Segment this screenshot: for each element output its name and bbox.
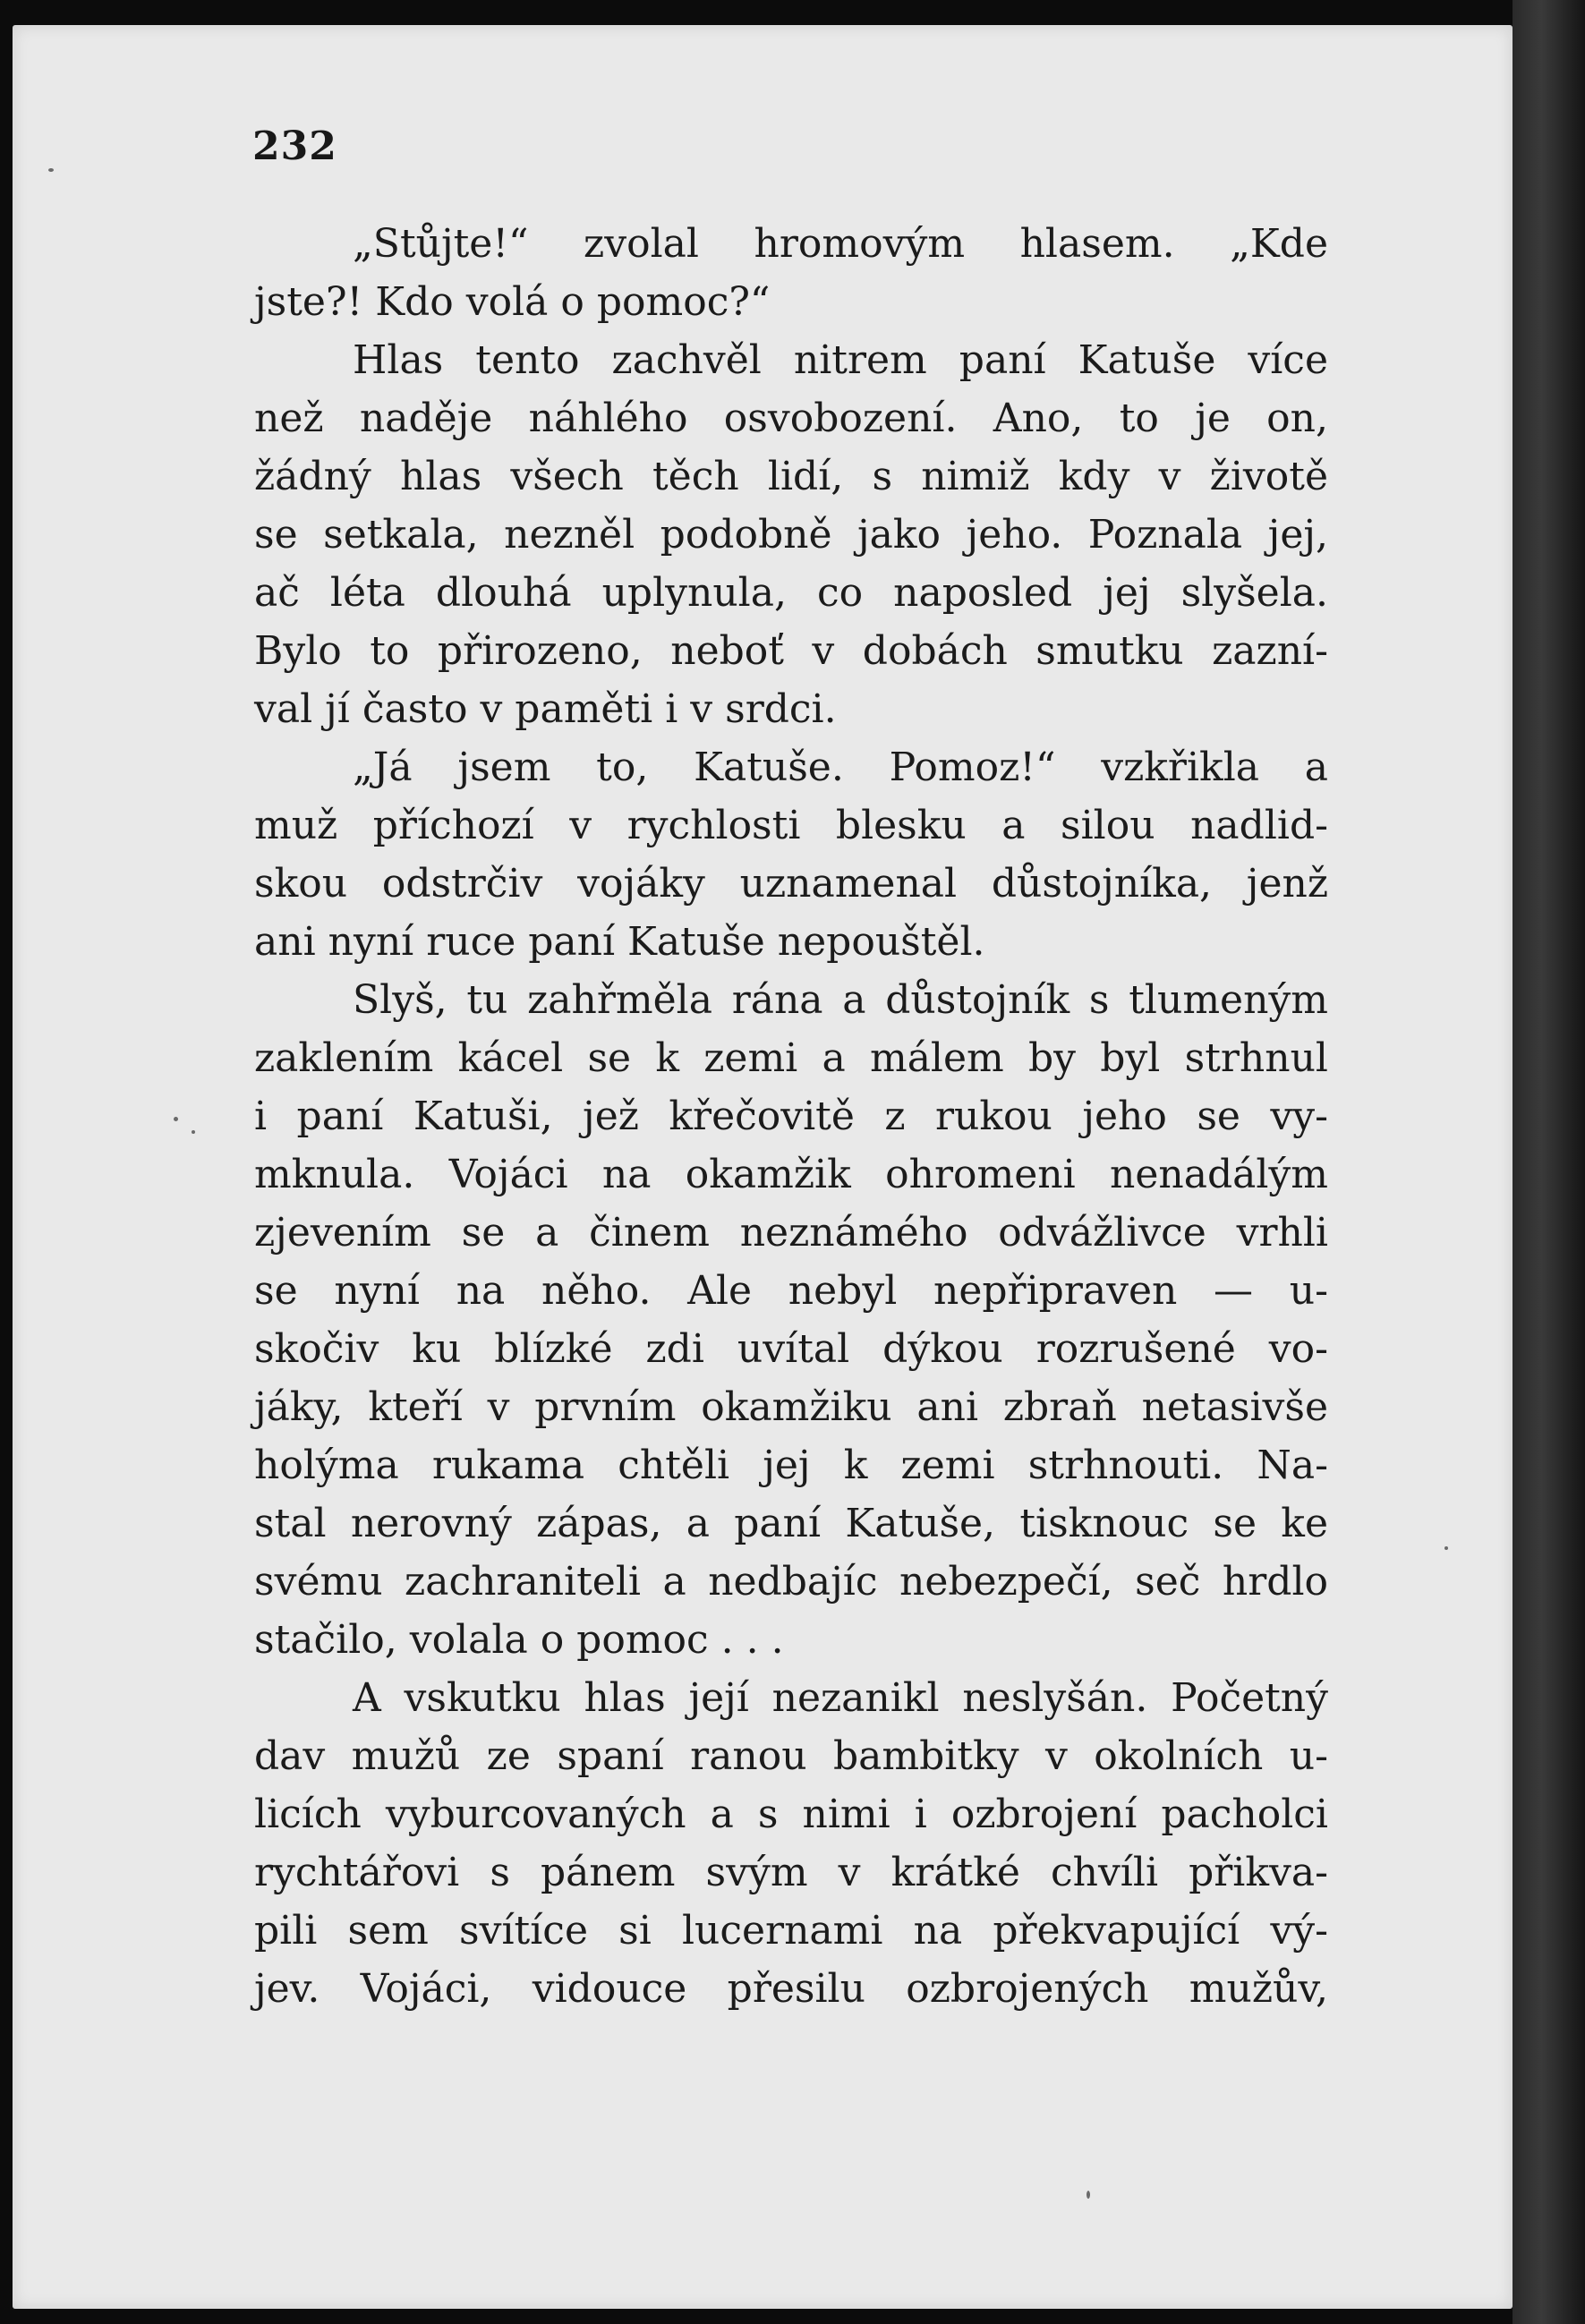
- text-line: než naděje náhlého osvobození. Ano, to je on,: [254, 396, 1328, 441]
- text-line: se nyní na něho. Ale nebyl nepřipraven — u-: [254, 1268, 1328, 1314]
- scan-speck: [1086, 2191, 1090, 2199]
- text-line: A vskutku hlas její nezanikl neslyšán. Početný: [353, 1675, 1328, 1721]
- text-line: stačilo, volala o pomoc . . .: [254, 1617, 784, 1663]
- adjacent-page-edge: [1513, 0, 1585, 2324]
- text-line: jste?! Kdo volá o pomoc?“: [254, 279, 771, 325]
- scan-speck: [1444, 1546, 1448, 1550]
- text-line: jáky, kteří v prvním okamžiku ani zbraň netasivše: [254, 1384, 1328, 1430]
- text-line: jev. Vojáci, vidouce přesilu ozbrojených mužův,: [254, 1966, 1328, 2012]
- text-line: „Já jsem to, Katuše. Pomoz!“ vzkřikla a: [353, 745, 1328, 790]
- scan-speck: [48, 168, 54, 172]
- text-line: skočiv ku blízké zdi uvítal dýkou rozrušené vo-: [254, 1326, 1328, 1372]
- text-line: zaklením kácel se k zemi a málem by byl strhnul: [254, 1035, 1328, 1081]
- text-line: svému zachraniteli a nedbajíc nebezpečí, seč hrdlo: [254, 1559, 1328, 1605]
- text-line: se setkala, nezněl podobně jako jeho. Poznala jej,: [254, 512, 1328, 558]
- text-line: Bylo to přirozeno, neboť v dobách smutku zazní-: [254, 628, 1328, 674]
- text-line: licích vyburcovaných a s nimi i ozbrojení pacholci: [254, 1792, 1328, 1837]
- text-line: ač léta dlouhá uplynula, co naposled jej slyšela.: [254, 570, 1328, 616]
- text-line: dav mužů ze spaní ranou bambitky v okolních u-: [254, 1733, 1328, 1779]
- text-line: skou odstrčiv vojáky uznamenal důstojníka, jenž: [254, 861, 1328, 907]
- scan-speck: [192, 1130, 195, 1134]
- body-text: [254, 215, 1328, 2018]
- text-line: Slyš, tu zahřměla rána a důstojník s tlumeným: [353, 977, 1328, 1023]
- text-line: „Stůjte!“ zvolal hromovým hlasem. „Kde: [353, 221, 1328, 267]
- text-line: stal nerovný zápas, a paní Katuše, tisknouc se ke: [254, 1501, 1328, 1546]
- text-line: muž příchozí v rychlosti blesku a silou nadlid-: [254, 803, 1328, 848]
- text-line: holýma rukama chtěli jej k zemi strhnouti. Na-: [254, 1443, 1328, 1488]
- text-line: val jí často v paměti i v srdci.: [254, 686, 837, 732]
- text-line: pili sem svítíce si lucernami na překvapující vý-: [254, 1908, 1328, 1954]
- scan-speck: [174, 1117, 178, 1121]
- text-line: ani nyní ruce paní Katuše nepouštěl.: [254, 919, 985, 965]
- text-line: zjevením se a činem neznámého odvážlivce vrhli: [254, 1210, 1328, 1256]
- text-line: rychtářovi s pánem svým v krátké chvíli přikva-: [254, 1850, 1328, 1895]
- page-number: 232: [252, 123, 337, 169]
- text-line: i paní Katuši, jež křečovitě z rukou jeho se vy-: [254, 1094, 1328, 1139]
- text-line: Hlas tento zachvěl nitrem paní Katuše více: [353, 337, 1328, 383]
- text-line: žádný hlas všech těch lidí, s nimiž kdy v životě: [254, 454, 1328, 499]
- text-line: mknula. Vojáci na okamžik ohromeni nenadálým: [254, 1152, 1328, 1197]
